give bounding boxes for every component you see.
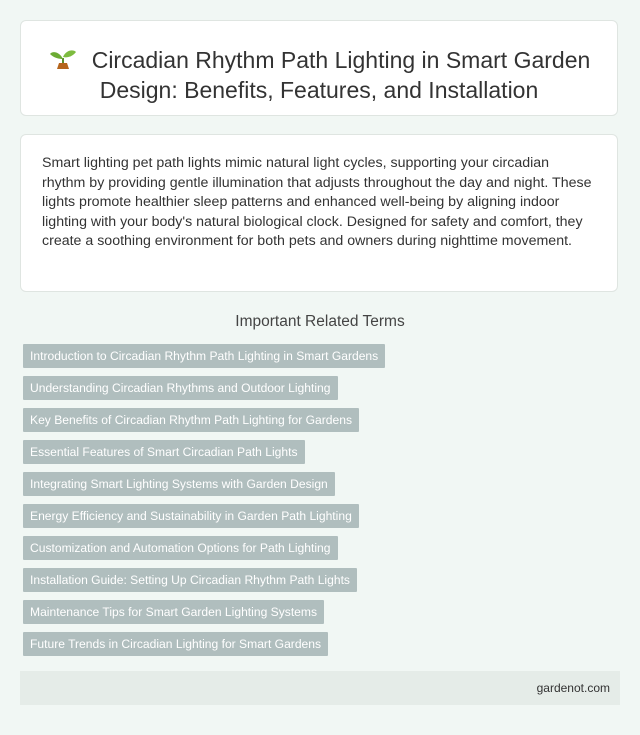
term-link-installation-guide[interactable]: Installation Guide: Setting Up Circadian Rhythm Path Lights <box>23 568 357 592</box>
term-link-integrating[interactable]: Integrating Smart Lighting Systems with Garden Design <box>23 472 335 496</box>
title-card <box>20 20 618 116</box>
intro-card <box>20 134 618 292</box>
term-link-understanding[interactable]: Understanding Circadian Rhythms and Outdoor Lighting <box>23 376 338 400</box>
related-terms-heading: Important Related Terms <box>235 313 405 330</box>
term-link-maintenance[interactable]: Maintenance Tips for Smart Garden Lighting Systems <box>23 600 324 624</box>
term-link-customization[interactable]: Customization and Automation Options for Path Lighting <box>23 536 338 560</box>
sprout-icon <box>48 48 78 70</box>
intro-paragraph: Smart lighting pet path lights mimic natural light cycles, supporting your circadian rhythm by providing gentle illumination that adjusts throughout the day and night. These lights promote healthier sleep patterns and enhanced well-being by aligning indoor lighting with your body's natural biological clock. Designed for safety and comfort, they create a soothing environment for both pets and owners during nighttime movement. <box>42 155 592 249</box>
term-link-introduction[interactable]: Introduction to Circadian Rhythm Path Lighting in Smart Gardens <box>23 344 385 368</box>
related-terms-list <box>23 344 613 664</box>
footer-site-link[interactable]: gardenot.com <box>536 681 610 695</box>
page-title <box>41 45 597 105</box>
term-link-key-benefits[interactable]: Key Benefits of Circadian Rhythm Path Lighting for Gardens <box>23 408 359 432</box>
footer <box>20 671 620 705</box>
term-link-essential-features[interactable]: Essential Features of Smart Circadian Path Lights <box>23 440 305 464</box>
term-link-energy-efficiency[interactable]: Energy Efficiency and Sustainability in Garden Path Lighting <box>23 504 359 528</box>
page-title-text: Circadian Rhythm Path Lighting in Smart Garden Design: Benefits, Features, and Installation <box>91 47 591 103</box>
term-link-future-trends[interactable]: Future Trends in Circadian Lighting for Smart Gardens <box>23 632 328 656</box>
